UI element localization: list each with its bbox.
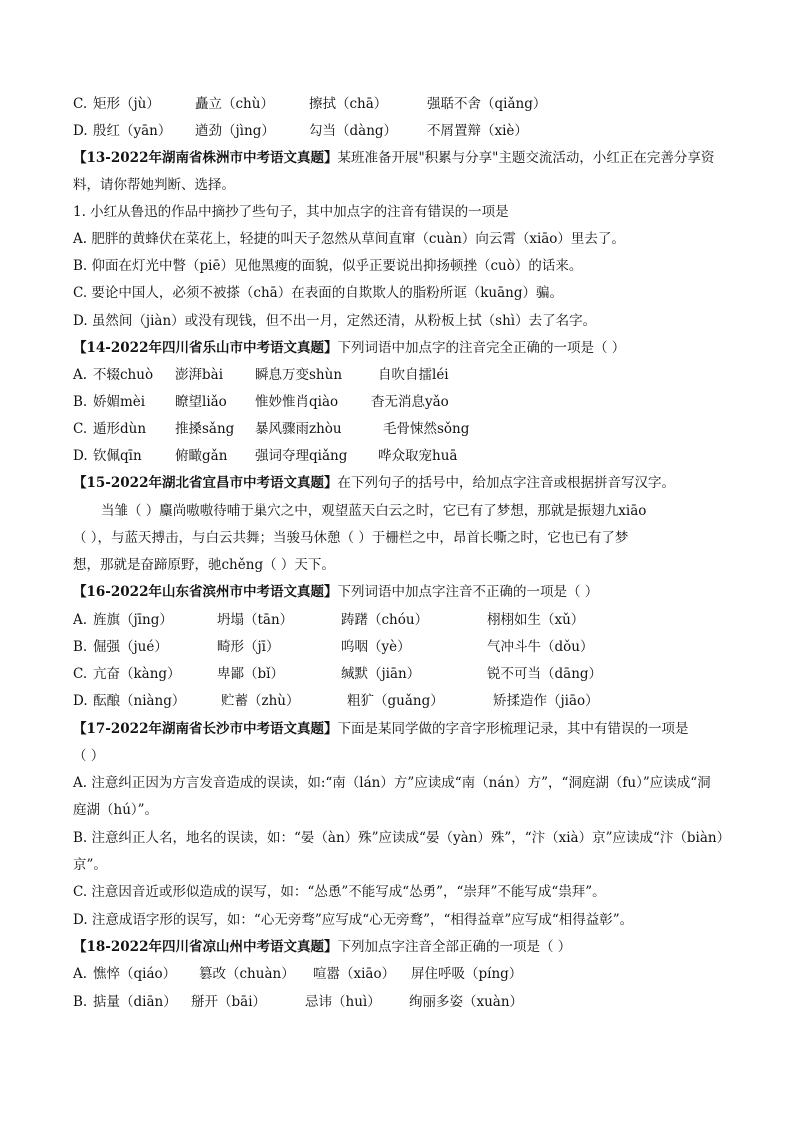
question-stem: 下列词语中加点字的注音完全正确的一项是（ ） [337,340,626,356]
choice-c: C. 要论中国人，必须不被搽（chā）在表面的自欺欺人的脂粉所诓（kuāng）骗。 [73,285,563,301]
question-13-heading [73,149,754,167]
sub-question: 1. 小红从鲁迅的作品中摘抄了些句子，其中加点字的注音有错误的一项是 [73,204,509,220]
option-label: C. [73,96,88,112]
option-item: 旌旗（jīng） [93,612,173,628]
option-item: 栩栩如生（xǔ） [487,612,585,628]
option-item: 哗众取宠huā [378,448,458,464]
option-item: 呜咽（yè） [341,639,411,655]
option-item: 擦拭（chā） [309,96,388,112]
choice-d: D. 虽然间（jiàn）或没有现钱，但不出一月，定然还清，从粉板上拭（shì）去了名字。 [73,313,597,329]
option-item: 喧嚣（xiāo） [313,966,396,982]
question-source: 【18-2022年四川省凉山州中考语文真题】 [73,939,338,955]
passage-line: （ ），与蓝天搏击，与白云共舞；当骏马休憩（ ）于栅栏之中，昂首长嘶之时，它也已有了梦 [73,530,629,546]
option-item: 杳无消息yǎo [371,394,449,410]
choice-a: A. 肥胖的黄蜂伏在菜花上，轻捷的叫天子忽然从草间直窜（cuàn）向云霄（xiāo）里去了。 [73,231,625,247]
option-item: 不辍chuò [93,367,154,383]
option-item: 矗立（chù） [195,96,274,112]
option-item: 俯瞰gǎn [175,448,228,464]
answer-bracket: （ ） [73,748,105,764]
option-item: 矫揉造作（jiāo） [493,693,599,709]
question-14-heading [73,339,754,357]
option-item: 强词夺理qiǎng [255,448,348,464]
question-15-heading [73,474,754,492]
option-item: 自吹自擂léi [378,367,449,383]
question-17-heading [73,720,754,738]
option-item: 粗犷（guǎng） [347,693,444,709]
option-item: 遁形dùn [93,421,147,437]
option-label: B. [73,394,88,410]
option-item: 坍塌（tān） [217,612,294,628]
option-item: 缄默（jiān） [341,666,421,682]
question-16-heading [73,583,754,601]
option-item: 亢奋（kàng） [93,666,181,682]
question-stem: 下列加点字注音全部正确的一项是（ ） [337,939,572,955]
option-label: A. [73,612,88,628]
choice-a-continued: 庭湖（hú）”。 [73,802,159,818]
option-item: 瞬息万变shùn [255,367,343,383]
option-item: 澎湃bài [175,367,224,383]
question-source: 【13-2022年湖南省株洲市中考语文真题】 [73,150,338,166]
option-item: 倔强（jué） [93,639,168,655]
option-item: 殷红（yān） [93,123,172,139]
option-item: 踌躇（chóu） [341,612,429,628]
option-item: 卑鄙（bǐ） [217,666,284,682]
option-item: 气冲斗牛（dǒu） [487,639,594,655]
question-stem: 下面是某同学做的字音字形梳理记录，其中有错误的一项是 [337,721,689,737]
choice-c: C. 注意因音近或形似造成的误写，如：“怂恿”不能写成“怂勇”，“崇拜”不能写成“祟拜”。 [73,884,606,900]
question-stem-continued: 料，请你帮她判断、选择。 [73,177,235,193]
question-source: 【14-2022年四川省乐山市中考语文真题】 [73,340,338,356]
option-item: 惟妙惟肖qiào [255,394,339,410]
passage-line: 当雏（ ）麜尚嗷嗷待哺于巢穴之中，观望蓝天白云之时，它已有了梦想，那就是振翅九xiāo [101,503,647,519]
question-source: 【17-2022年湖南省长沙市中考语文真题】 [73,721,338,737]
option-item: 掰开（bāi） [191,994,267,1010]
option-label: C. [73,666,88,682]
passage-line: 想，那就是奋蹄原野，驰chěng（ ）天下。 [73,557,335,573]
choice-b-continued: 京”。 [73,857,107,873]
option-label: D. [73,448,88,464]
option-item: 推搡sǎng [175,421,235,437]
option-item: 瞭望liǎo [175,394,227,410]
option-label: D. [73,123,88,139]
choice-b: B. 注意纠正人名，地名的误读，如：“晏（àn）殊”应读成“晏（yàn）殊”，“汴（xià）京”应读成“汴（biàn） [73,830,731,846]
option-label: B. [73,994,88,1010]
option-label: C. [73,421,88,437]
option-item: 娇媚mèi [93,394,146,410]
option-label: D. [73,693,88,709]
option-item: 贮蓄（zhù） [221,693,300,709]
option-item: 锐不可当（dāng） [487,666,603,682]
option-item: 忌讳（huì） [305,994,381,1010]
question-stem: 下列词语中加点字注音不正确的一项是（ ） [337,584,599,600]
option-item: 暴风骤雨zhòu [255,421,342,437]
choice-d: D. 注意成语字形的误写，如：“心无旁骛”应写成“心无旁鹜”，“相得益章”应写成“相得益彰”。 [73,912,634,928]
option-item: 篡改（chuàn） [199,966,295,982]
question-18-heading [73,938,754,956]
choice-a: A. 注意纠正因为方言发音造成的误读，如:“南（lán）方”应读成“南（nán）方”，“洞庭湖（fu）”应读成“洞 [73,775,711,791]
option-item: 绚丽多姿（xuàn） [409,994,524,1010]
option-item: 勾当（dàng） [309,123,398,139]
choice-b: B. 仰面在灯光中瞥（piē）见他黑瘦的面貌，似乎正要说出抑扬顿挫（cuò）的话来。 [73,258,583,274]
option-item: 强聒不舍（qiǎng） [427,96,547,112]
question-stem: 在下列句子的括号中，给加点字注音或根据拼音写汉字。 [337,475,675,491]
option-item: 畸形（jī） [217,639,280,655]
option-item: 毛骨悚然sǒng [383,421,470,437]
question-stem: 某班准备开展"积累与分享"主题交流活动，小红正在完善分享资 [337,150,715,166]
option-label: B. [73,639,88,655]
option-item: 遒劲（jìng） [195,123,275,139]
option-item: 钦佩qīn [93,448,142,464]
question-source: 【16-2022年山东省滨州市中考语文真题】 [73,584,338,600]
option-item: 酝酿（niàng） [93,693,186,709]
option-label: A. [73,367,88,383]
option-item: 屏住呼吸（píng） [411,966,523,982]
option-item: 不屑置辩（xiè） [427,123,528,139]
option-label: A. [73,966,88,982]
option-item: 憔悴（qiáo） [93,966,177,982]
question-source: 【15-2022年湖北省宜昌市中考语文真题】 [73,475,338,491]
option-item: 掂量（diān） [93,994,177,1010]
option-item: 矩形（jù） [93,96,160,112]
